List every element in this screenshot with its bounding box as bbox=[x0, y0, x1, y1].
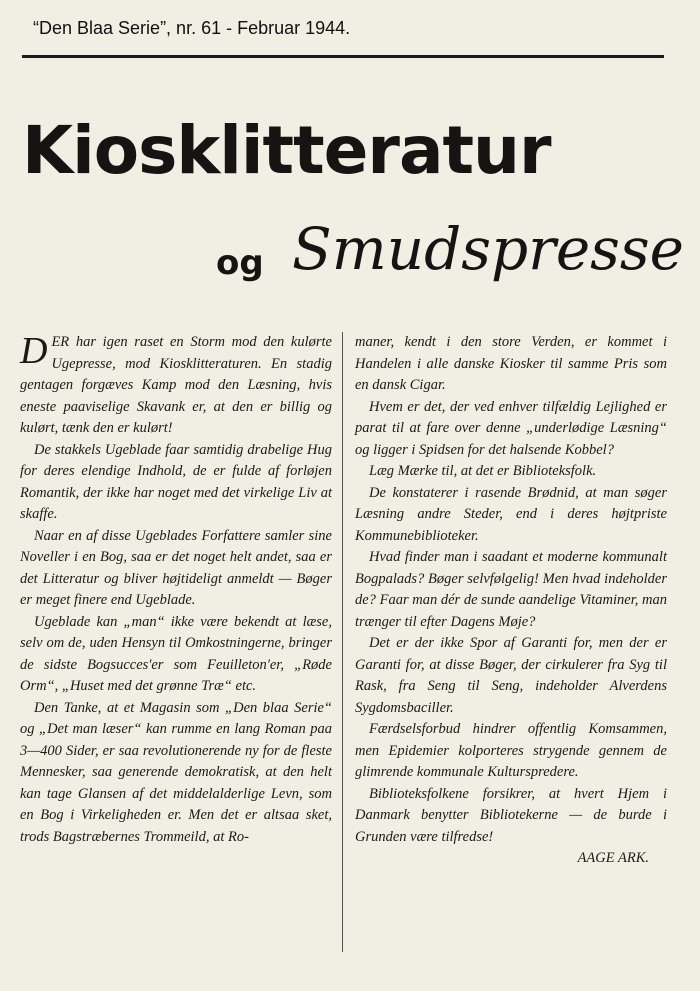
paragraph bbox=[20, 332, 332, 440]
paragraph: Hvad finder man i saadant et moderne kommunalt Bogpalads? Bøger selvfølgelig! Men hvad indeholder de? Faar man dér de sunde aandelige Vitaminer, man trænger til efter Dagens Møje? bbox=[355, 549, 667, 630]
paragraph: maner, kendt i den store Verden, er kommet i Handelen i alle danske Kiosker til samme Pris som en dansk Cigar. bbox=[355, 334, 667, 393]
drop-cap: D bbox=[20, 330, 48, 372]
title-conjunction: og bbox=[216, 243, 264, 283]
column-divider bbox=[342, 332, 343, 952]
issue-header: “Den Blaa Serie”, nr. 61 - Februar 1944. bbox=[33, 18, 351, 38]
article-column-right bbox=[355, 332, 667, 870]
paragraph: Ugeblade kan „man“ ikke være bekendt at læse, selv om de, uden Hensyn til Omkostningerne, bringer de sidste Bogsucces'er som Feuilleton'er, „Røde Orm“, „Huset med det grønne Træ“ etc. bbox=[20, 613, 332, 694]
paragraph: Læg Mærke til, at det er Biblioteksfolk. bbox=[369, 463, 597, 479]
paragraph-text: ER har igen raset en Storm mod den kulørte Ugepresse, mod Kiosklitteraturen. En stadig gentagen forgæves Kamp mod den Læsning, hvis eneste paaviselige Skavank er, at den er billig og kulørt, tænk den er kulørt! bbox=[20, 334, 332, 436]
paragraph: Naar en af disse Ugeblades Forfattere samler sine Noveller i en Bog, saa er det noget helt andet, saa er det Litteratur og bliver højtideligt anmeldt — Bøger er meget finere end Ugeblade. bbox=[20, 527, 332, 608]
paragraph: Færdselsforbud hindrer offentlig Komsammen, men Epidemier kolporteres strygende gennem de glimrende kommunale Kulturspredere. bbox=[355, 721, 667, 780]
paragraph: De stakkels Ugeblade faar samtidig drabelige Hug for deres elendige Indhold, de er fulde af forløjen Romantik, der ikke har noget med det virkelige Liv at skaffe. bbox=[20, 441, 332, 522]
paragraph: Det er der ikke Spor af Garanti for, men der er Garanti for, at disse Bøger, der cirkulerer fra Syg til Rask, fra Seng til Seng, indeholder Alverdens Sygdomsbaciller. bbox=[355, 635, 667, 716]
article-title: Kiosklitteratur bbox=[22, 112, 551, 189]
article-subtitle: Smudspresse bbox=[292, 215, 685, 283]
author-signature: AAGE ARK. bbox=[577, 850, 649, 866]
header-rule bbox=[22, 55, 664, 58]
paragraph: De konstaterer i rasende Brødnid, at man søger Læsning andre Steder, end i deres højtpriste Kommunebiblioteker. bbox=[355, 484, 667, 544]
article-column-left bbox=[20, 332, 332, 848]
paragraph: Biblioteksfolkene forsikrer, at hvert Hjem i Danmark benytter Bibliotekerne — de burde i Grunden være tilfredse! bbox=[355, 785, 667, 845]
paragraph: Den Tanke, at et Magasin som „Den blaa Serie“ og „Det man læser“ kan rumme en lang Roman paa 3—400 Sider, er saa revolutionerende ny for de fleste Mennesker, saa generende demokratisk, at den helt kan tage Glansen af det middelalderlige Levn, som en Bog i Virkeligheden er. Men det er altsaa sket, trods Bagstræbernes Trommeild, at Ro- bbox=[20, 699, 332, 845]
paragraph: Hvem er det, der ved enhver tilfældig Lejlighed er parat til at fare over denne „underlødige Læsning“ og ligger i Spidsen for det halsende Kobbel? bbox=[355, 398, 667, 458]
